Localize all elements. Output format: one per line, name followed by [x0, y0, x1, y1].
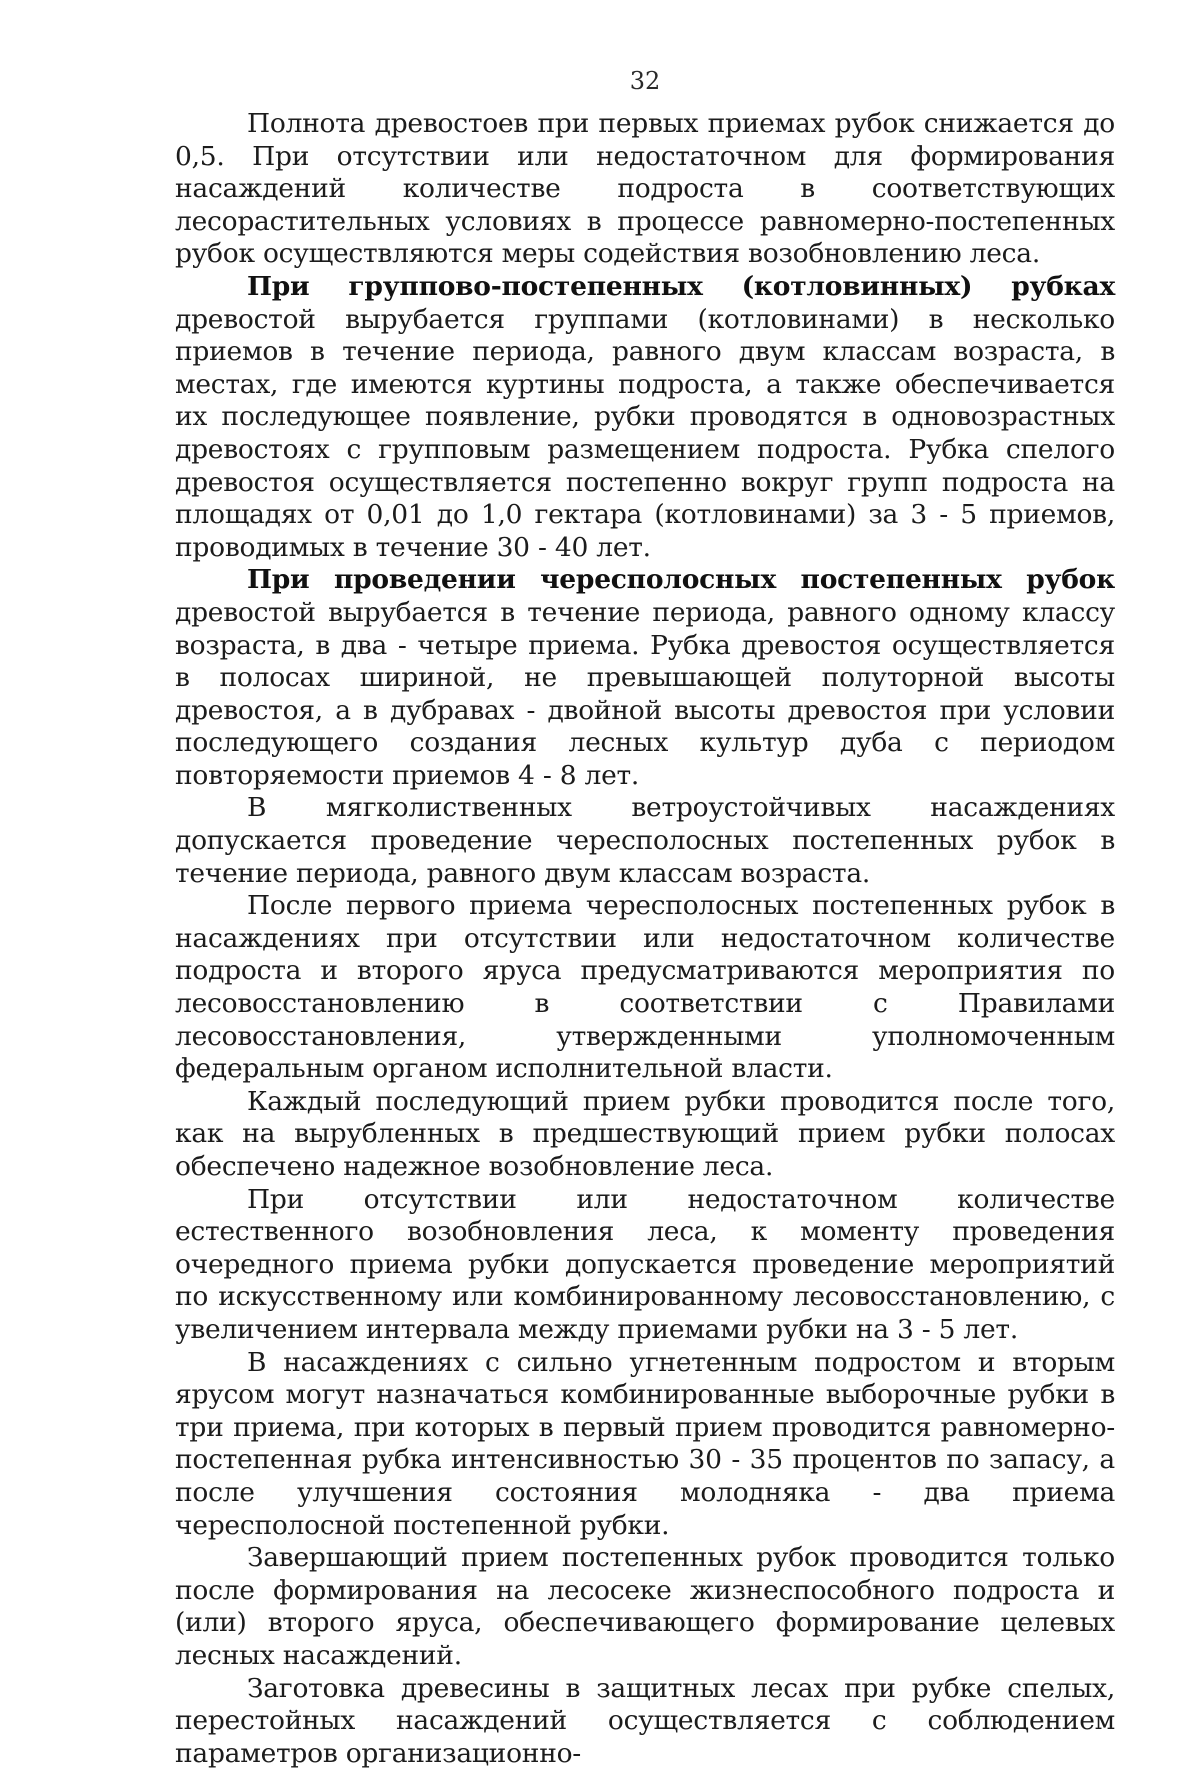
paragraph-text: Заготовка древесины в защитных лесах при рубке спелых, перестойных насаждений осуществляется с соблюдением параметров организационно- [175, 1673, 1115, 1769]
paragraph-protective-forests [175, 1673, 1115, 1770]
paragraph-heading: При проведении чересполосных постепенных рубок [247, 564, 1115, 595]
paragraph-text: Завершающий прием постепенных рубок проводится только после формирования на лесосеке жизнеспособного подроста и (или) второго яруса, обеспечивающего формирование целевых лесных насаждений. [175, 1542, 1115, 1671]
paragraph-final-stage [175, 1542, 1115, 1672]
paragraph-text: В насаждениях с сильно угнетенным подростом и вторым ярусом могут назначаться комбинированные выборочные рубки в три приема, при которых в первый прием проводится равномерно-постепенная рубка интенсивностью 30 - 35 процентов по запасу, а после улучшения состояния молодняка - два приема чересполосной постепенной рубки. [175, 1347, 1115, 1541]
paragraph-combined-selective-felling [175, 1347, 1115, 1543]
paragraph-heading: При групповo-постепенных (котловинных) рубках [247, 271, 1115, 302]
paragraph-group-gradual-felling [175, 271, 1115, 564]
paragraph-text: древостой вырубается в течение периода, равного одному классу возраста, в два - четыре приема. Рубка древостоя осуществляется в полосах шириной, не превышающей полуторной высоты древостоя, а в дубравах - двойной высоты древостоя при условии последующего создания лесных культур дуба с периодом повторяемости приемов 4 - 8 лет. [175, 597, 1115, 791]
paragraph-subsequent-stage [175, 1086, 1115, 1184]
paragraph-text: После первого приема чересполосных постепенных рубок в насаждениях при отсутствии или недостаточном количестве подроста и второго яруса предусматриваются мероприятия по лесовосстановлению в соответствии с Правилами лесовосстановления, утвержденными уполномоченным федеральным органом исполнительной власти. [175, 890, 1115, 1084]
paragraph-strip-gradual-felling [175, 564, 1115, 792]
paragraph-text: При отсутствии или недостаточном количестве естественного возобновления леса, к моменту проведения очередного приема рубки допускается проведение мероприятий по искусственному или комбинированному лесовосстановлению, с увеличением интервала между приемами рубки на 3 - 5 лет. [175, 1184, 1115, 1345]
paragraph-text: В мягколиственных ветроустойчивых насаждениях допускается проведение чересполосных постепенных рубок в течение периода, равного двум классам возраста. [175, 792, 1115, 888]
paragraph-softwood-stands [175, 792, 1115, 890]
document-body [175, 108, 1115, 1770]
page-number: 32 [175, 66, 1115, 96]
paragraph-stocking-density [175, 108, 1115, 271]
paragraph-text: древостой вырубается группами (котловинами) в несколько приемов в течение периода, равного двум классам возраста, в местах, где имеются куртины подроста, а также обеспечивается их последующее появление, рубки проводятся в одновозрастных древостоях с групповым размещением подроста. Рубка спелого древостоя осуществляется постепенно вокруг групп подроста на площадях от 0,01 до 1,0 гектара (котловинами) за 3 - 5 приемов, проводимых в течение 30 - 40 лет. [175, 304, 1115, 563]
paragraph-text: Каждый последующий прием рубки проводится после того, как на вырубленных в предшествующий прием рубки полосах обеспечено надежное возобновление леса. [175, 1086, 1115, 1182]
paragraph-insufficient-regeneration [175, 1184, 1115, 1347]
paragraph-text: Полнота древостоев при первых приемах рубок снижается до 0,5. При отсутствии или недостаточном для формирования насаждений количестве подроста в соответствующих лесорастительных условиях в процессе равномерно-постепенных рубок осуществляются меры содействия возобновлению леса. [175, 108, 1115, 269]
paragraph-after-first-stage [175, 890, 1115, 1086]
